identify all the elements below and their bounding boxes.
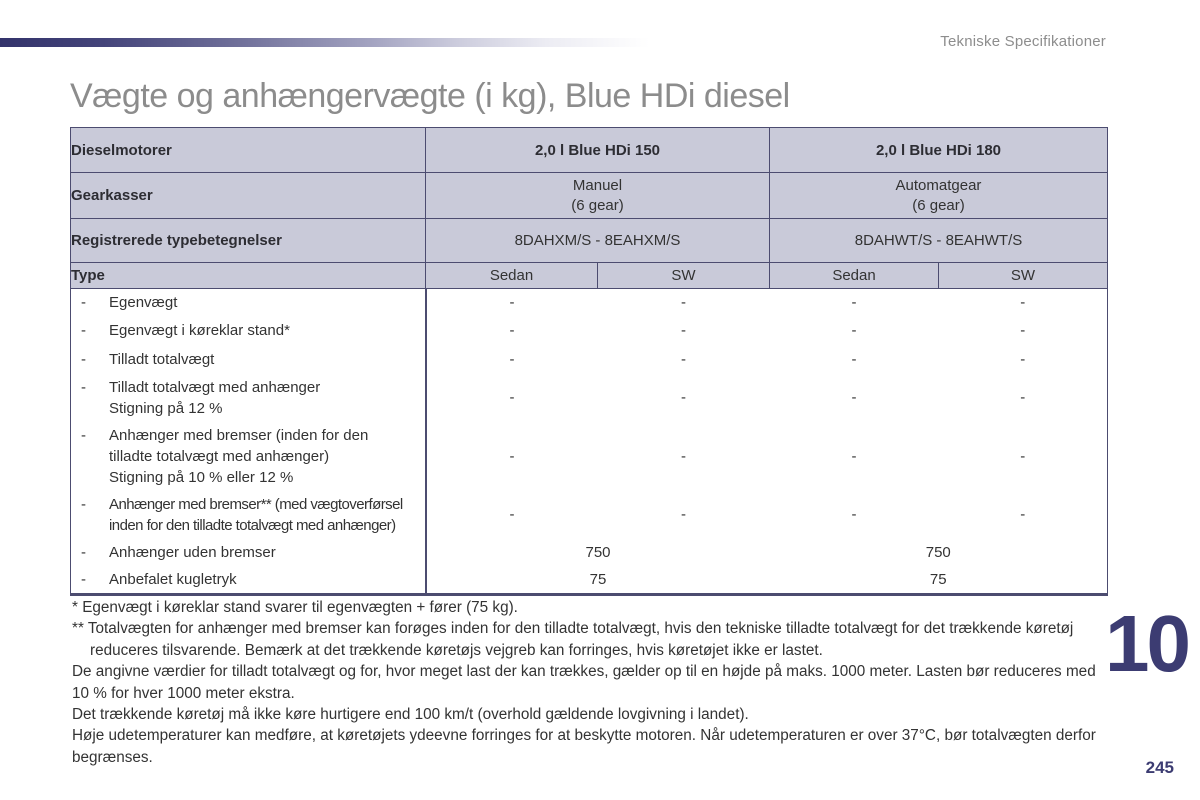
footnote-line: reduceres tilsvarende. Bemærk at det trækkende køretøjs vejgreb kan forringes, hvis køretøjet ikke er lastet. (90, 641, 823, 659)
bullet-dash: - (81, 570, 86, 588)
footnote-line: Det trækkende køretøj må ikke køre hurtigere end 100 km/t (overhold gældende lovgivning i landet). (72, 706, 749, 724)
table-row-anbefalet-kugletryk (71, 566, 1108, 595)
table-row-anhaenger-uden-bremser (71, 539, 1108, 566)
row-label: Anhænger med bremser** (med vægtoverførsel inden for den tilladte totalvægt med anhænger) (109, 495, 403, 534)
bodytype-header-row (71, 263, 1108, 289)
cell-value-merged: 75 (770, 566, 1108, 595)
gearbox-2 (770, 173, 1108, 219)
cell-value: - (939, 345, 1108, 374)
cell-value: - (939, 317, 1108, 345)
cell-value: - (426, 289, 598, 317)
table-row-anhaenger-bremser (71, 422, 1108, 491)
bullet-dash: - (81, 350, 86, 368)
row-label: Egenvægt (109, 294, 178, 312)
cell-value: - (939, 374, 1108, 422)
bullet-dash: - (81, 495, 86, 513)
footnotes (72, 597, 1096, 768)
cell-value: - (598, 317, 770, 345)
row-label: Tilladt totalvægt (109, 350, 215, 368)
bullet-dash: - (81, 294, 86, 312)
cell-value-merged: 750 (770, 539, 1108, 566)
cell-value: - (598, 491, 770, 539)
gearbox-1-type: Manuel (572, 176, 623, 194)
row-label: Egenvægt i køreklar stand* (109, 322, 290, 339)
cell-value-merged: 750 (426, 539, 770, 566)
cell-value: - (426, 422, 598, 491)
engine-header-row (71, 128, 1108, 173)
gearbox-1-gears: (6 gear) (571, 196, 624, 214)
cell-value: - (939, 491, 1108, 539)
footnote-line: 10 % for hver 1000 meter ekstra. (72, 684, 295, 702)
bodytype-sedan-1: Sedan (426, 263, 598, 289)
cell-value: - (770, 374, 939, 422)
typecode-2: 8DAHWT/S - 8EAHWT/S (770, 219, 1108, 263)
cell-value: - (598, 345, 770, 374)
footnote-line: De angivne værdier for tilladt totalvægt og for, hvor meget last der kan trækkes, gælder op til en højde på maks. 1000 meter. Lasten bør reduceres med (72, 663, 1096, 681)
footnote-line: begrænses. (72, 748, 153, 766)
table-row-egenvaegt-koreklar (71, 317, 1108, 345)
bullet-dash: - (81, 322, 86, 339)
cell-value: - (770, 289, 939, 317)
row-label-type: Type (71, 263, 426, 289)
cell-value: - (426, 317, 598, 345)
engine-2-name: 2,0 l Blue HDi 180 (770, 128, 1108, 173)
page-number: 245 (1145, 758, 1174, 777)
bodytype-sw-1: SW (598, 263, 770, 289)
gearbox-1 (426, 173, 770, 219)
page-title: Vægte og anhængervægte (i kg), Blue HDi diesel (70, 77, 790, 115)
cell-value: - (426, 345, 598, 374)
footnote-line: ** Totalvægten for anhænger med bremser kan forøges inden for den tilladte totalvægt, hvis den tekniske tilladte totalvægt for det trækkende køretøj (72, 620, 1074, 638)
cell-value: - (770, 317, 939, 345)
row-label: Anhænger med bremser (inden for den tilladte totalvægt med anhænger) Stigning på 10 % eller 12 % (109, 426, 369, 486)
chapter-number: 10 (1105, 599, 1188, 688)
cell-value: - (598, 422, 770, 491)
cell-value-merged: 75 (426, 566, 770, 595)
bullet-dash: - (81, 426, 86, 444)
bodytype-sw-2: SW (939, 263, 1108, 289)
cell-value: - (770, 422, 939, 491)
cell-value: - (770, 491, 939, 539)
gearbox-2-gears: (6 gear) (912, 196, 965, 214)
cell-value: - (598, 289, 770, 317)
cell-value: - (939, 422, 1108, 491)
table-row-egenvaegt (71, 289, 1108, 317)
cell-value: - (770, 345, 939, 374)
section-header: Tekniske Specifikationer (940, 33, 1106, 50)
engine-1-name: 2,0 l Blue HDi 150 (426, 128, 770, 173)
row-label: Anhænger uden bremser (109, 543, 276, 561)
gearbox-2-type: Automatgear (895, 176, 982, 194)
row-label: Tilladt totalvægt med anhænger Stigning på 12 % (109, 378, 321, 417)
row-label-gearkasser: Gearkasser (71, 173, 426, 219)
typecode-header-row (71, 219, 1108, 263)
table-row-anhaenger-bremser-vaegtoverforsel (71, 491, 1108, 539)
footnote-line: * Egenvægt i køreklar stand svarer til egenvægten + fører (75 kg). (72, 599, 518, 616)
spec-table (70, 127, 1108, 596)
cell-value: - (426, 374, 598, 422)
header-gradient-rule (0, 38, 738, 47)
bullet-dash: - (81, 543, 86, 561)
bodytype-sedan-2: Sedan (770, 263, 939, 289)
row-label: Anbefalet kugletryk (109, 570, 237, 588)
typecode-1: 8DAHXM/S - 8EAHXM/S (426, 219, 770, 263)
row-label-dieselmotorer: Dieselmotorer (71, 128, 426, 173)
table-row-totalvaegt-anhaenger (71, 374, 1108, 422)
table-row-tilladt-totalvaegt (71, 345, 1108, 374)
cell-value: - (939, 289, 1108, 317)
bullet-dash: - (81, 378, 86, 396)
footnote-line: Høje udetemperaturer kan medføre, at køretøjets ydeevne forringes for at beskytte motoren. Når udetemperaturen er over 37°C, bør totalvægten derfor (72, 727, 1096, 745)
cell-value: - (598, 374, 770, 422)
cell-value: - (426, 491, 598, 539)
gearbox-header-row (71, 173, 1108, 219)
row-label-typebetegnelser: Registrerede typebetegnelser (71, 219, 426, 263)
